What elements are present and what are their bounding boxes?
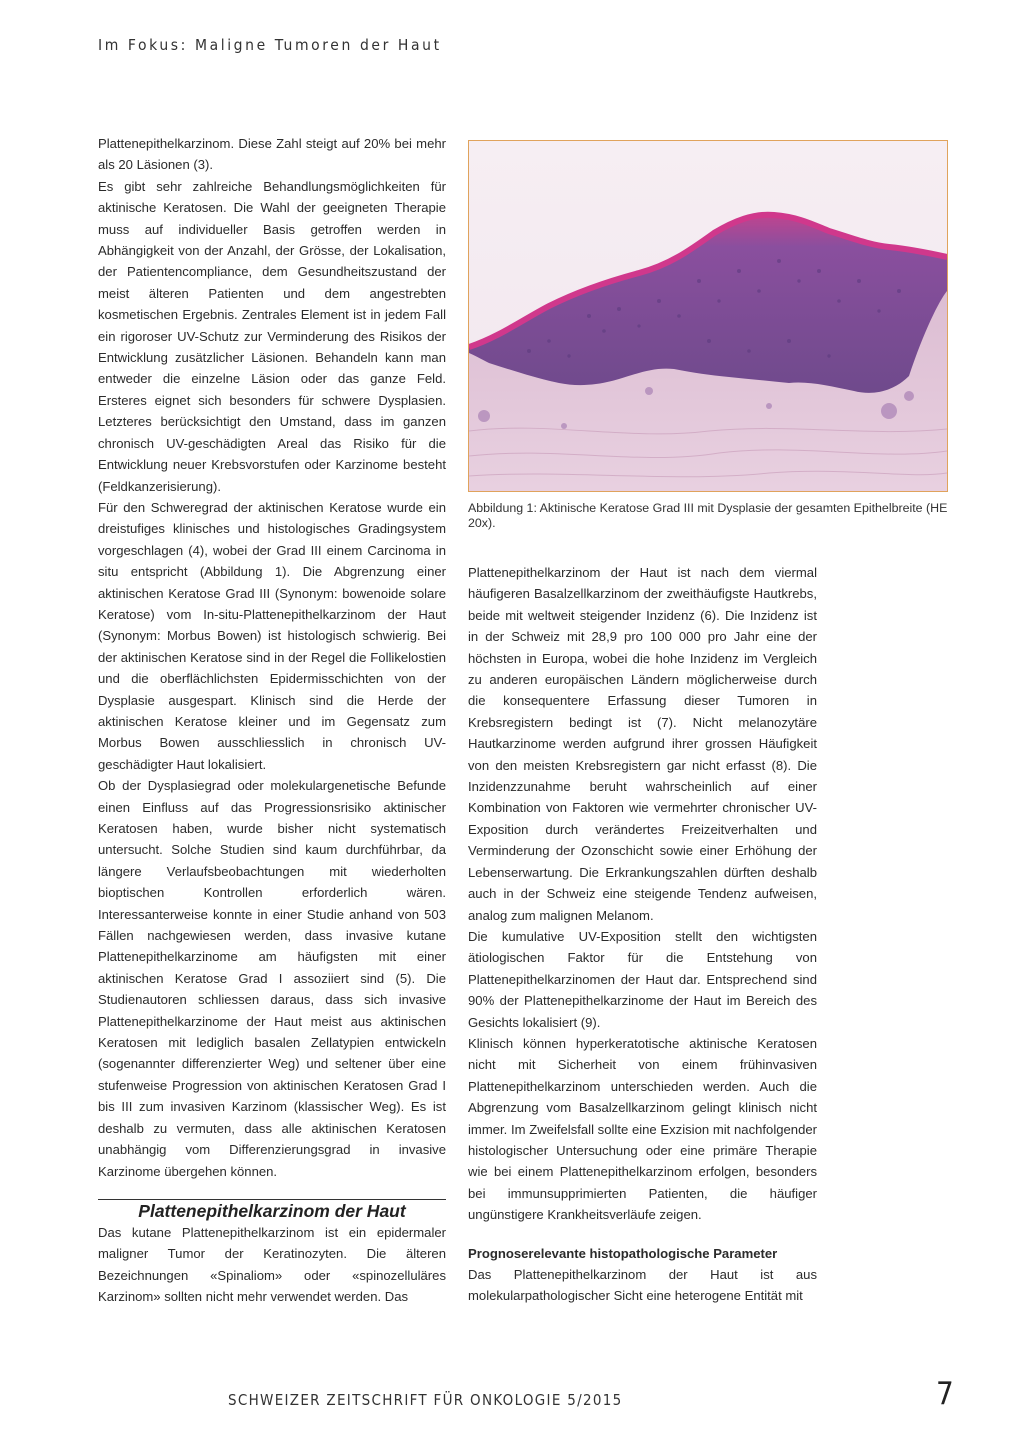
left-column xyxy=(98,133,446,1308)
paragraph: Ob der Dysplasiegrad oder molekulargenetische Befunde einen Einfluss auf das Progressionsrisiko aktinischer Keratosen haben, wurde bisher nicht systematisch untersucht. Solche Studien sind kaum durchführbar, da längere Verlaufsbeobachtungen mit wiederholten bioptischen Kontrollen erforderlich wären. Interessanterweise konnte in einer Studie anhand von 503 Fällen nachgewiesen werden, dass invasive kutane Plattenepithelkarzinome am häufigsten mit einer aktinischen Keratose Grad I assoziiert sind (5). Die Studienautoren schliessen daraus, dass sich invasive Plattenepithelkarzinome der Haut meist aus aktinischen Keratosen mit lediglich basalen Zellatypien entwickeln (sogenannter differenzierter Weg) und seltener über eine stufenweise Progression von aktinischen Keratosen Grad I bis III zum invasiven Karzinom (klassischer Weg). Es ist deshalb zu vermuten, dass alle aktinischen Keratosen unabhängig vom Differenzierungsgrad in invasive Karzinome übergehen können. xyxy=(98,778,446,1179)
paragraph: Plattenepithelkarzinom. Diese Zahl steigt auf 20% bei mehr als 20 Läsionen (3). xyxy=(98,136,446,173)
subheading: Prognoserelevante histopathologische Parameter xyxy=(468,1245,778,1261)
paragraph: Die kumulative UV-Exposition stellt den wichtigsten ätiologischen Faktor für die Entstehung von Plattenepithelkarzinomen der Haut dar. Entsprechend sind 90% der Plattenepithelkarzinome der Haut im Bereich des Gesichts lokalisiert (9). xyxy=(468,928,817,1030)
histology-image xyxy=(469,141,947,491)
footer-journal-title: SCHWEIZER ZEITSCHRIFT FÜR ONKOLOGIE 5/2015 xyxy=(228,1391,623,1409)
figure-caption: Abbildung 1: Aktinische Keratose Grad III mit Dysplasie der gesamten Epithelbreite (HE 20x). xyxy=(468,501,948,530)
section-heading: Plattenepithelkarzinom der Haut xyxy=(138,1200,406,1221)
paragraph: Es gibt sehr zahlreiche Behandlungsmöglichkeiten für aktinische Keratosen. Die Wahl der geeigneten Therapie muss auf individueller Basis getroffen werden in Abhängigkeit von der Anzahl, der Grösse, der Lokalisation, der Patientencompliance, dem Gesundheitszustand der meist älteren Patienten und dem angestrebten kosmetischen Ergebnis. Zentrales Element ist in jedem Fall ein rigoroser UV-Schutz zur Verminderung des Risikos der Entwicklung zusätzlicher Läsionen. Behandeln kann man entweder die einzelne Läsion oder das ganze Feld. Ersteres eignet sich besonders für schwere Dysplasien. Letzteres berücksichtigt den Umstand, dass im ganzen chronisch UV-geschädigten Areal das Risiko für die Entwicklung neuer Krebsvorstufen oder Karzinome besteht (Feldkanzerisierung). xyxy=(98,178,446,494)
histology-figure xyxy=(468,140,948,492)
paragraph: Klinisch können hyperkeratotische aktinische Keratosen nicht mit Sicherheit von einem frühinvasiven Plattenepithelkarzinom unterschieden werden. Auch die Abgrenzung vom Basalzellkarzinom gelingt klinisch nicht immer. Im Zweifelsfall sollte eine Exzision mit nachfolgender histologischer Untersuchung oder eine primäre Therapie wie bei einem Plattenepithelkarzinom erfolgen, besonders bei immunsupprimierten Patienten, die häufiger ungünstigere Krankheitsverläufe zeigen. xyxy=(468,1035,817,1223)
paragraph: Für den Schweregrad der aktinischen Keratose wurde ein dreistufiges klinisches und histologisches Gradingsystem vorgeschlagen (4), wobei der Grad III einem Carcinoma in situ entspricht (Abbildung 1). Die Abgrenzung einer aktinischen Keratose Grad III (Synonym: bowenoide solare Keratose) vom In-situ-Plattenepithelkarzinom der Haut (Synonym: Morbus Bowen) ist histologisch schwierig. Bei der aktinischen Keratose sind in der Regel die Follikelostien und die oberflächlichsten Epidermisschichten von der Dysplasie ausgespart. Klinisch sind die Herde der aktinischen Keratose kleiner und im Gegensatz zum Morbus Bowen ausschliesslich in chronisch UV-geschädigter Haut lokalisiert. xyxy=(98,499,446,772)
paragraph: Das Plattenepithelkarzinom der Haut ist aus molekularpathologischer Sicht eine heterogene Entität mit xyxy=(468,1267,817,1304)
page-number: 7 xyxy=(936,1376,954,1412)
running-head: Im Fokus: Maligne Tumoren der Haut xyxy=(98,36,442,54)
paragraph: Plattenepithelkarzinom der Haut ist nach dem viermal häufigeren Basalzellkarzinom der zweithäufigste Hautkrebs, beide mit weltweit steigender Inzidenz (6). Die Inzidenz ist in der Schweiz mit 28,9 pro 100 000 pro Jahr eine der höchsten in Europa, wobei die hohe Inzidenz im Vergleich zu anderen europäischen Ländern möglicherweise durch die konsequentere Erfassung dieser Tumoren in Krebsregistern bedingt ist (7). Nicht melanozytäre Hautkarzinome werden aufgrund ihrer grossen Häufigkeit von den meisten Krebsregistern gar nicht erfasst (8). Die Inzidenzzunahme beruht wahrscheinlich auf einer Kombination von Faktoren wie vermehrter chronischer UV-Exposition durch verändertes Freizeitverhalten und Verminderung der Ozonschicht sowie einer Erhöhung der Lebenserwartung. Die Erkrankungszahlen dürften deshalb auch in der Schweiz eine steigende Tendenz aufweisen, analog zum malignen Melanom. xyxy=(468,565,817,923)
paragraph: Das kutane Plattenepithelkarzinom ist ein epidermaler maligner Tumor der Keratinozyten. Die älteren Bezeichnungen «Spinaliom» oder «spinozelluläres Karzinom» sollten nicht mehr verwendet werden. Das xyxy=(98,1224,446,1305)
right-column xyxy=(468,562,817,1307)
